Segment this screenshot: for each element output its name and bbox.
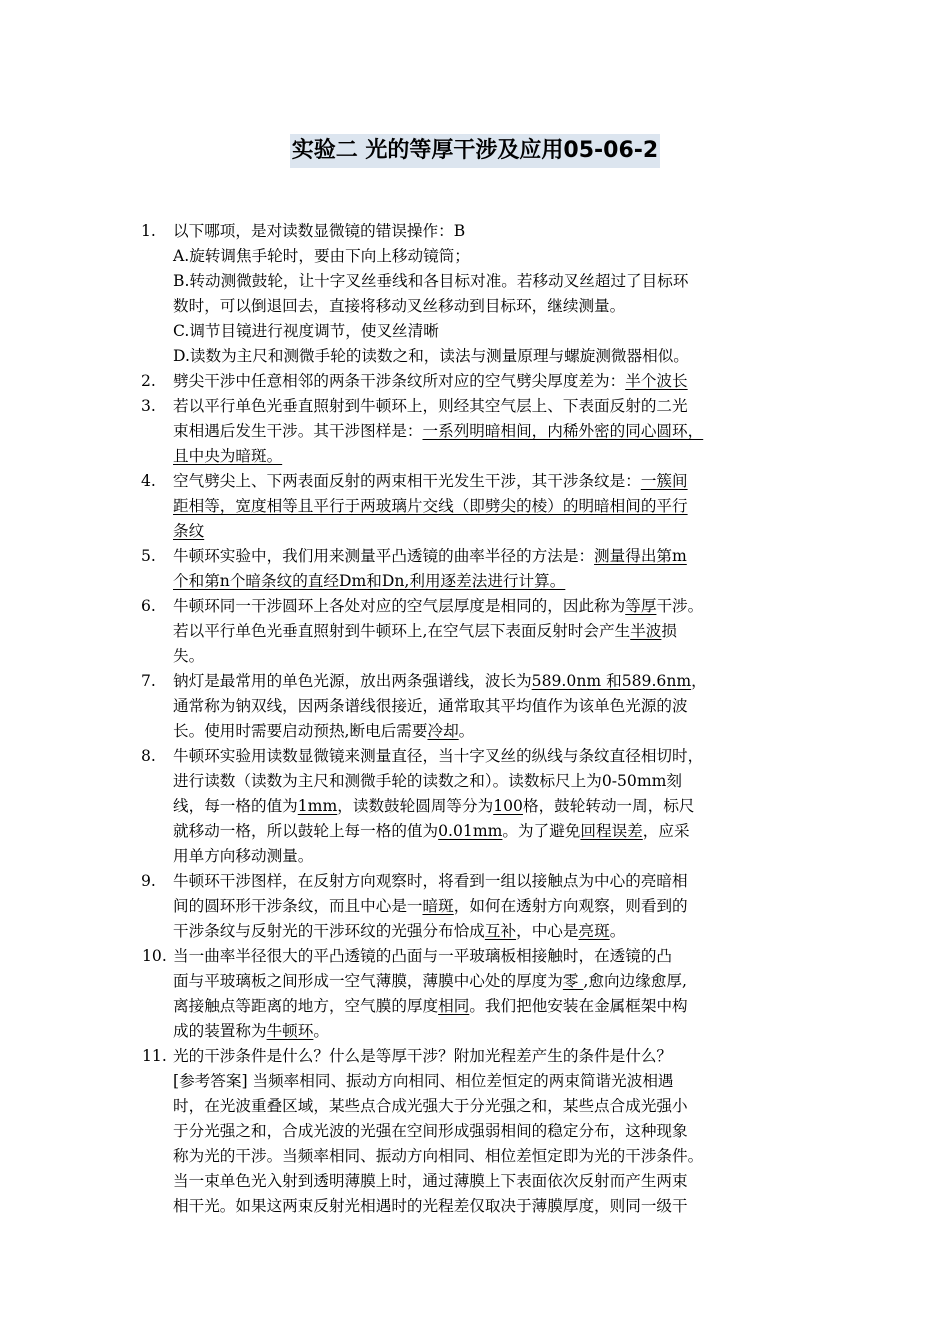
answer: 0.01mm <box>438 822 503 840</box>
question-number: 5. <box>141 547 156 565</box>
question-1 <box>141 219 813 369</box>
answer: 相同 <box>438 997 470 1015</box>
option-c: C.调节目镜进行视度调节，使叉丝清晰 <box>173 322 439 340</box>
answer-text: 称为光的干涉。当频率相同、振动方向相同、相位差恒定即为光的干涉条件。 <box>173 1147 704 1165</box>
answer: 半个波长 <box>625 372 688 390</box>
text: 牛顿环同一干涉圆环上各处对应的空气层厚度是相同的，因此称为 <box>173 597 626 615</box>
text: ，应采 <box>642 822 690 840</box>
text: ，中心是 <box>516 922 579 940</box>
text: 当一曲率半径很大的平凸透镜的凸面与一平玻璃板相接触时，在透镜的凸 <box>173 947 673 965</box>
option-d: D.读数为主尺和测微手轮的读数之和，读法与测量原理与螺旋测微器相似。 <box>173 347 689 365</box>
question-11 <box>141 1044 813 1219</box>
text: ，读数鼓轮圆周等分为 <box>337 797 494 815</box>
question-5 <box>141 544 813 594</box>
answer-part1: 测量得出第m <box>594 547 687 565</box>
text: 。 <box>609 922 626 940</box>
question-number: 1. <box>141 222 156 240</box>
answer-text: 时，在光波重叠区域，某些点合成光强大于分光强之和，某些点合成光强小 <box>173 1097 688 1115</box>
text: 长。使用时需要启动预热,断电后需要 <box>173 722 428 740</box>
answer-part1: 一系列明暗相间，内稀外密的同心圆环， <box>422 422 704 440</box>
text: 。为了避免 <box>502 822 581 840</box>
text: 面与平玻璃板之间形成一空气薄膜，薄膜中心处的厚度为 <box>173 972 563 990</box>
question-text: 劈尖干涉中任意相邻的两条干涉条纹所对应的空气劈尖厚度差为： <box>173 372 626 390</box>
answer: 互补 <box>484 922 517 940</box>
answer-text: [参考答案] 当频率相同、振动方向相同、相位差恒定的两束简谐光波相遇 <box>173 1072 674 1090</box>
text: 就移动一格，所以鼓轮上每一格的值为 <box>173 822 439 840</box>
question-list <box>141 219 813 1219</box>
text: 。我们把他安装在金属框架中构 <box>469 997 688 1015</box>
text: 损 <box>661 622 677 640</box>
text: 若以平行单色光垂直照射到牛顿环上,在空气层下表面反射时会产生 <box>173 622 631 640</box>
question-number: 7. <box>141 672 156 690</box>
question-text-line2: 束相遇后发生干涉。其干涉图样是： <box>173 422 423 440</box>
question-number: 8. <box>141 747 156 765</box>
answer: 589.0nm 和589.6nm <box>531 672 692 690</box>
text: 通常称为钠双线，因两条谱线很接近，通常取其平均值作为该单色光源的波 <box>173 697 688 715</box>
question-number: 2. <box>141 372 156 390</box>
text: 失。 <box>173 647 205 665</box>
answer-part2: 且中央为暗斑。 <box>173 447 283 465</box>
answer-text: 当一束单色光入射到透明薄膜上时，通过薄膜上下表面依次反射而产生两束 <box>173 1172 688 1190</box>
answer: 亮斑 <box>578 922 610 940</box>
answer-part2: 个和第n个暗条纹的直经Dm和Dn,利用逐差法进行计算。 <box>173 572 566 590</box>
page-title-wrap <box>0 134 950 168</box>
text: 。 <box>313 1022 329 1040</box>
question-number: 11. <box>142 1047 167 1065</box>
question-3 <box>141 394 813 469</box>
question-number: 4. <box>141 472 156 490</box>
option-b-line1: B.转动测微鼓轮，让十字叉丝垂线和各目标对准。若移动叉丝超过了目标环 <box>173 272 689 290</box>
answer: 回程误差 <box>580 822 643 840</box>
answer-text: 于分光强之和，合成光波的光强在空间形成强弱相间的稳定分布，这种现象 <box>173 1122 688 1140</box>
text: 干涉。 <box>656 597 704 615</box>
question-6 <box>141 594 813 669</box>
answer: 1mm <box>297 797 338 815</box>
answer-part2: 距相等，宽度相等且平行于两玻璃片交线（即劈尖的棱）的明暗相间的平行 <box>173 497 688 515</box>
answer-text: 相干光。如果这两束反射光相遇时的光程差仅取决于薄膜厚度，则同一级干 <box>173 1197 688 1215</box>
question-text: 光的干涉条件是什么？什么是等厚干涉？附加光程差产生的条件是什么？ <box>173 1047 673 1065</box>
answer: 牛顿环 <box>266 1022 314 1040</box>
question-text: 以下哪项，是对读数显微镜的错误操作：B <box>173 222 466 240</box>
answer: 半波 <box>630 622 662 640</box>
text: 。 <box>458 722 475 740</box>
text: ， <box>691 672 707 690</box>
question-number: 9. <box>141 872 156 890</box>
text: 格，鼓轮转动一周，标尺 <box>522 797 695 815</box>
question-2 <box>141 369 813 394</box>
question-7 <box>141 669 813 744</box>
text: 进行读数（读数为主尺和测微手轮的读数之和）。读数标尺上为0-50mm刻 <box>173 772 683 790</box>
text: 离接触点等距离的地方，空气膜的厚度 <box>173 997 439 1015</box>
option-a: A.旋转调焦手轮时，要由下向上移动镜筒； <box>173 247 470 265</box>
answer: 冷却 <box>427 722 459 740</box>
question-number: 10. <box>142 947 167 965</box>
page-title: 实验二 光的等厚干涉及应用05-06-2 <box>290 134 660 168</box>
text: 间的圆环形干涉条纹，而且中心是一 <box>173 897 423 915</box>
text: 牛顿环干涉图样，在反射方向观察时，将看到一组以接触点为中心的亮暗相 <box>173 872 688 890</box>
text: 干涉条纹与反射光的干涉环纹的光强分布恰成 <box>173 922 485 940</box>
question-text: 空气劈尖上、下两表面反射的两束相干光发生干涉，其干涉条纹是： <box>173 472 641 490</box>
text: 钠灯是最常用的单色光源，放出两条强谱线，波长为 <box>173 672 532 690</box>
text: 用单方向移动测量。 <box>173 847 314 865</box>
text: ,愈向边缘愈厚, <box>583 972 687 990</box>
question-number: 3. <box>141 397 156 415</box>
text: 成的装置称为 <box>173 1022 267 1040</box>
answer: 等厚 <box>625 597 657 615</box>
question-4 <box>141 469 813 544</box>
question-8 <box>141 744 813 869</box>
text: 牛顿环实验用读数显微镜来测量直径，当十字叉丝的纵线与条纹直径相切时， <box>173 747 704 765</box>
question-9 <box>141 869 813 944</box>
answer-part3: 条纹 <box>173 522 205 540</box>
text: 线，每一格的值为 <box>173 797 298 815</box>
answer: 100 <box>493 797 523 815</box>
question-10 <box>141 944 813 1044</box>
answer: 零 <box>562 972 584 990</box>
text: ，如何在透射方向观察，则看到的 <box>453 897 688 915</box>
answer: 暗斑 <box>422 897 454 915</box>
question-number: 6. <box>141 597 156 615</box>
question-text: 牛顿环实验中，我们用来测量平凸透镜的曲率半径的方法是： <box>173 547 595 565</box>
answer-part1: 一簇间 <box>640 472 688 490</box>
question-text-line1: 若以平行单色光垂直照射到牛顿环上，则经其空气层上、下表面反射的二光 <box>173 397 688 415</box>
option-b-line2: 数时，可以倒退回去，直接将移动叉丝移动到目标环，继续测量。 <box>173 297 626 315</box>
